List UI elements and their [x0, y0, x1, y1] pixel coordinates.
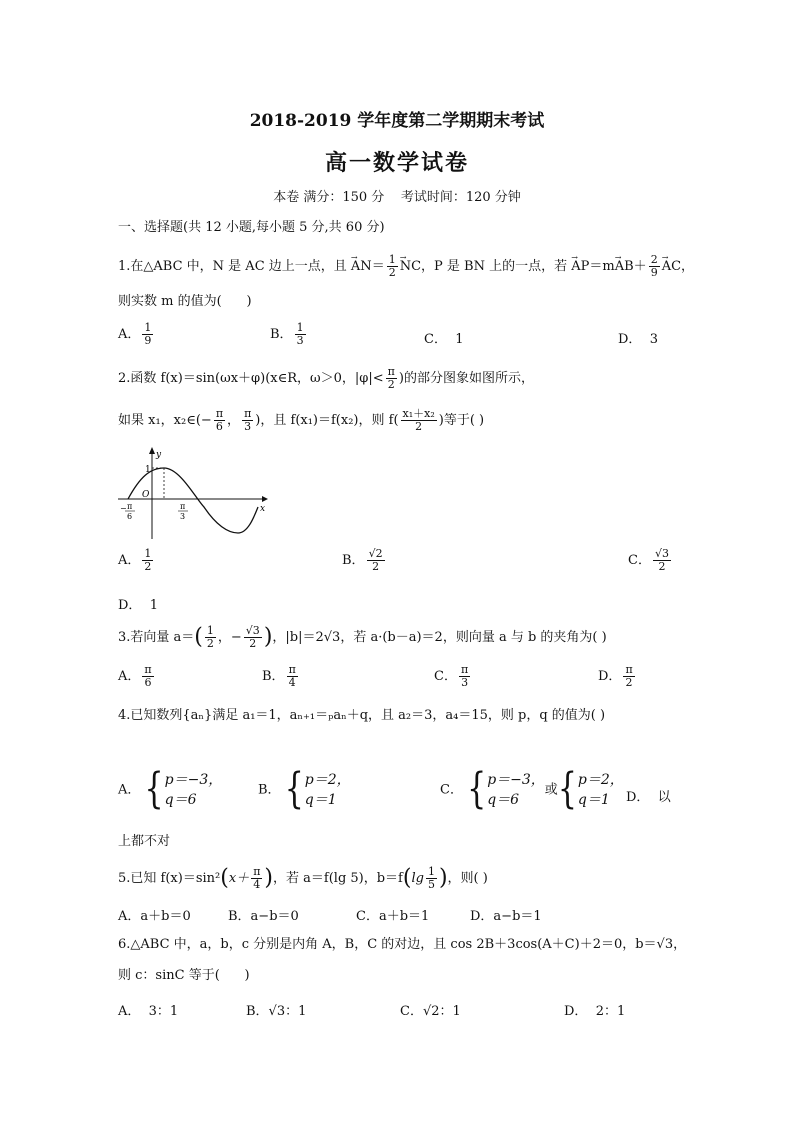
y-axis-arrow	[149, 447, 155, 454]
q1-part2: ，P 是 BN 上的一点，若	[421, 259, 568, 274]
tick-neg-pi: π	[127, 502, 133, 511]
q6-option-c[interactable]: C．√2：1	[400, 1004, 461, 1019]
q4-option-b[interactable]: B． { p＝2， q＝1	[258, 764, 351, 814]
q3-stem: 3.若向量 a＝( $\frac{1}{2}$ ，− $\frac{√3}{2}$ )，|b|＝2√3，若 a·(b－a)＝2，则向量 a 与 b 的夹角为( )	[118, 624, 607, 650]
q2-option-b[interactable]: B． $\frac{√2}{2}$	[342, 547, 383, 573]
q2-line2: 如果 x₁，x₂∈(− $\frac{\pi}{6}$ ， $\frac{\pi}{3}$ )，且 f(x₁)＝f(x₂)，则 f( $\frac{\text{x₁＋x₂}}{2}$ )等于( )	[118, 407, 485, 433]
q2-option-a[interactable]: A． $\frac{1}{2}$	[118, 547, 152, 573]
tick-neg-sign: −	[120, 504, 127, 513]
subject-title: 高一数学试卷	[324, 150, 469, 176]
q6-option-b[interactable]: B．√3：1	[246, 1004, 307, 1019]
q5-option-d[interactable]: D．a−b＝1	[470, 909, 542, 924]
q4-option-c[interactable]: C． { p＝−3， q＝6 或 { p＝2， q＝1	[440, 764, 624, 814]
q3-option-a[interactable]: A． $\frac{\pi}{6}$	[118, 663, 152, 689]
x-label: x	[260, 504, 266, 514]
tick-pi3-pi: π	[180, 502, 186, 511]
q3-option-c[interactable]: C． $\frac{\pi}{3}$	[434, 663, 469, 689]
q2-option-d[interactable]: D． 1	[118, 598, 158, 613]
x-axis-arrow	[262, 496, 268, 502]
q5-stem: 5.已知 f(x)＝sin²(x＋ $\frac{\pi}{4}$ )，若 a＝f(lg 5)，b＝f(lg $\frac{1}{5}$ )，则( )	[118, 865, 488, 891]
section-title: 一、选择题(共 12 小题,每小题 5 分,共 60 分)	[118, 220, 385, 235]
q1-option-a[interactable]: A． $\frac{1}{9}$	[118, 321, 152, 347]
q5-option-c[interactable]: C．a＋b＝1	[356, 909, 430, 924]
tick-pi3-three: 3	[180, 512, 186, 521]
q6-line1: 6.△ABC 中，a，b，c 分别是内角 A，B，C 的对边，且 cos 2B＋3cos(A＋C)＋2＝0，b＝√3，	[118, 937, 687, 952]
origin-label: O	[142, 490, 150, 500]
q1-part1: 1.在△ABC 中，N 是 AC 边上一点，且	[118, 259, 347, 274]
q1-option-b[interactable]: B． $\frac{1}{3}$	[270, 321, 304, 347]
q3-option-d[interactable]: D． $\frac{\pi}{2}$	[598, 663, 633, 689]
exam-meta: 本卷 满分：150 分 考试时间：120 分钟	[273, 190, 521, 205]
q4-option-a[interactable]: A． { p＝−3， q＝6	[118, 764, 223, 814]
q1-stem: 1.在△ABC 中，N 是 AC 边上一点，且 → AN＝ $\frac{1}{2}$ → NC，P 是 BN 上的一点，若 → AP＝m→ AB＋ $\frac{2}{9}$ → AC，	[118, 254, 694, 279]
q5-option-a[interactable]: A．a＋b＝0	[118, 909, 191, 924]
q4-line3: 上都不对	[118, 834, 171, 849]
q6-option-a[interactable]: A． 3：1	[118, 1004, 179, 1019]
tick-one: 1	[145, 465, 151, 475]
sine-curve	[128, 468, 258, 533]
q2-option-c[interactable]: C． $\frac{√3}{2}$	[628, 547, 669, 573]
y-label: y	[156, 450, 162, 460]
q1-option-c[interactable]: C． 1	[424, 332, 464, 347]
q4-stem: 4.已知数列{aₙ}满足 a₁＝1，aₙ₊₁＝ₚaₙ＋q，且 a₂＝3，a₄＝15，则 p，q 的值为( )	[118, 708, 606, 723]
q2-line1: 2.函数 f(x)＝sin(ωx＋φ)(x∈R，ω＞0，|φ|< $\frac{\pi}{2}$ )的部分图象如图所示，	[118, 365, 534, 391]
q5-option-b[interactable]: B．a−b＝0	[228, 909, 299, 924]
tick-neg-six: 6	[127, 512, 133, 521]
q6-line2: 则 c：sinC 等于( )	[118, 968, 250, 983]
q1-option-d[interactable]: D． 3	[618, 332, 658, 347]
q4-option-d[interactable]: D． 以	[626, 790, 671, 805]
q1-line2: 则实数 m 的值为( )	[118, 294, 252, 309]
exam-title: 2018-2019 学年度第二学期期末考试	[249, 111, 545, 131]
q6-option-d[interactable]: D． 2：1	[564, 1004, 626, 1019]
sine-graph	[118, 447, 268, 542]
q3-option-b[interactable]: B． $\frac{\pi}{4}$	[262, 663, 296, 689]
